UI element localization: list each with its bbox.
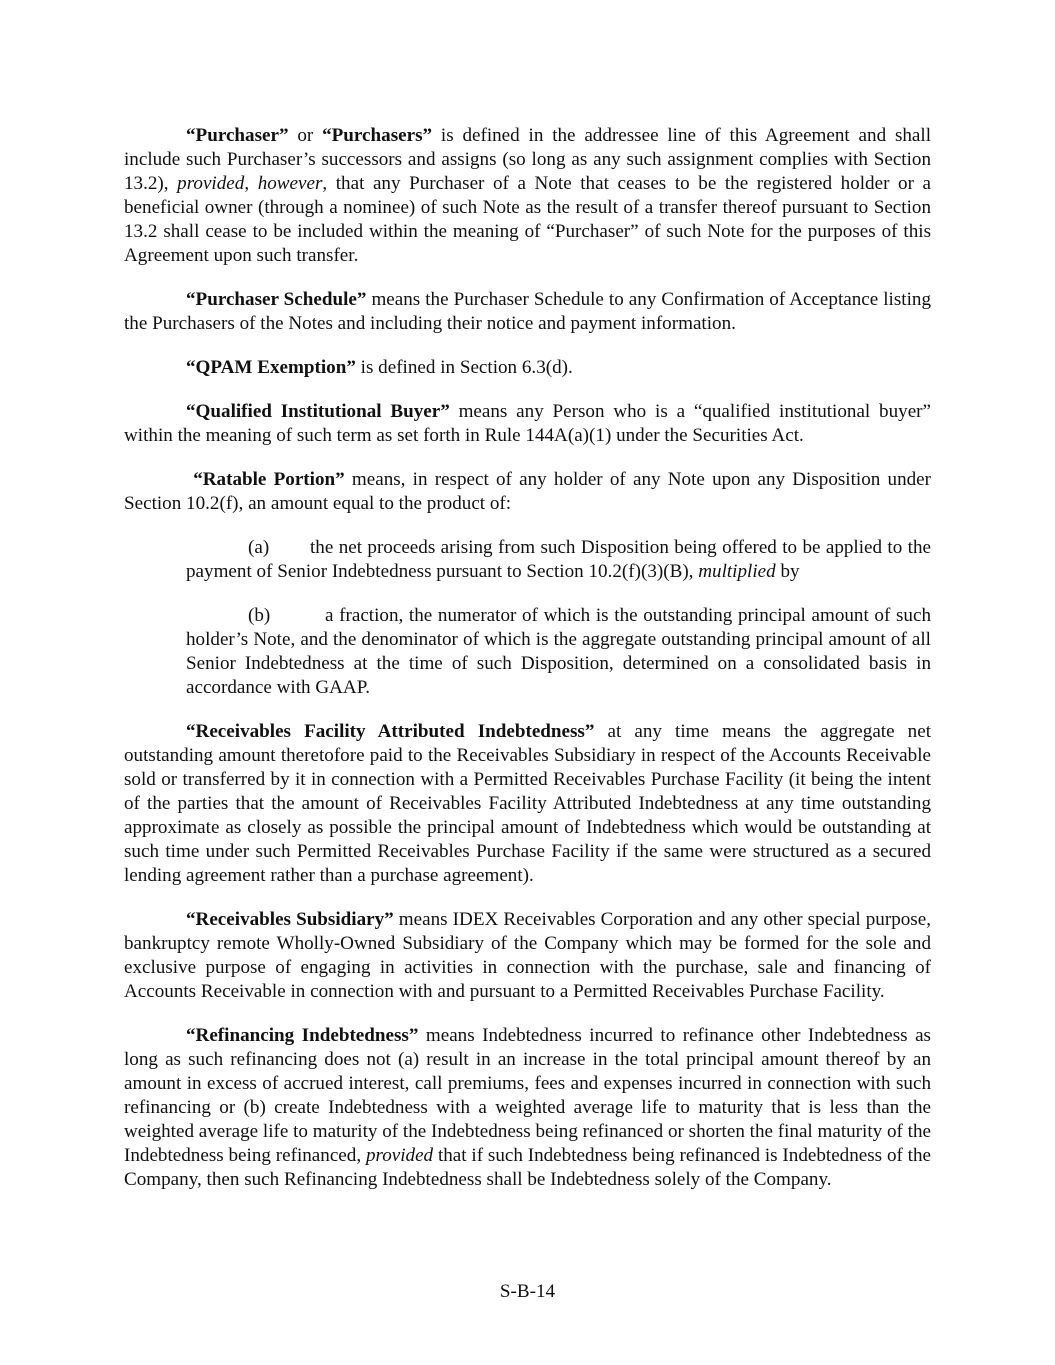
term-purchaser-schedule: “Purchaser Schedule”: [186, 289, 367, 310]
definition-receivables-facility-attributed-indebtedness: “Receivables Facility Attributed Indebtedness” at any time means the aggregate net outstanding amount theretofore paid to the Receivables Subsidiary in respect of the Accounts Receivable sold or transferred by it in connection with a Permitted Receivables Purchase Facility (it being the intent of the parties that the amount of Receivables Facility Attributed Indebtedness at any time outstanding approximate as closely as possible the principal amount of Indebtedness which would be outstanding at such time under such Permitted Receivables Purchase Facility if the same were structured as a secured lending agreement rather than a purchase agreement).: [124, 721, 931, 886]
ratable-portion-item-a: (a) the net proceeds arising from such Disposition being offered to be applied to the payment of Senior Indebtedness pursuant to Section 10.2(f)(3)(B), multiplied by: [186, 537, 931, 582]
definition-refinancing-indebtedness: “Refinancing Indebtedness” means Indebtedness incurred to refinance other Indebtedness as long as such refinancing does not (a) result in an increase in the total principal amount thereof by an amount in excess of accrued interest, call premiums, fees and expenses incurred in connection with such refinancing or (b) create Indebtedness with a weighted average life to maturity that is less than the weighted average life to maturity of the Indebtedness being refinanced or shorten the final maturity of the Indebtedness being refinanced, provided that if such Indebtedness being refinanced is Indebtedness of the Company, then such Refinancing Indebtedness shall be Indebtedness solely of the Company.: [124, 1025, 932, 1190]
definition-qpam-exemption: “QPAM Exemption” is defined in Section 6.3(d).: [186, 357, 573, 378]
definition-purchaser: “Purchaser” or “Purchasers” is defined in the addressee line of this Agreement and shall include such Purchaser’s successors and assigns (so long as any such assignment complies with Section 13.2), provided, however, that any Purchaser of a Note that ceases to be the registered holder or a beneficial owner (through a nominee) of such Note as the result of a transfer thereof pursuant to Section 13.2 shall cease to be included within the meaning of “Purchaser” of such Note for the purposes of this Agreement upon such transfer.: [124, 125, 931, 266]
term-qpam-exemption: “QPAM Exemption”: [186, 357, 356, 378]
document-body: [124, 124, 931, 1212]
item-label-b: (b): [248, 605, 271, 626]
term-refinancing-indebtedness: “Refinancing Indebtedness”: [186, 1025, 419, 1046]
definition-receivables-subsidiary: “Receivables Subsidiary” means IDEX Receivables Corporation and any other special purpose, bankruptcy remote Wholly-Owned Subsidiary of the Company which may be formed for the sole and exclusive purpose of engaging in activities in connection with the purchase, sale and financing of Accounts Receivable in connection with and pursuant to a Permitted Receivables Purchase Facility.: [124, 909, 931, 1002]
definition-ratable-portion: “Ratable Portion” means, in respect of any holder of any Note upon any Disposition under Section 10.2(f), an amount equal to the product of:: [124, 469, 931, 514]
definition-qualified-institutional-buyer: “Qualified Institutional Buyer” means any Person who is a “qualified institutional buyer” within the meaning of such term as set forth in Rule 144A(a)(1) under the Securities Act.: [124, 401, 932, 446]
item-label-a: (a): [248, 537, 270, 558]
ratable-portion-item-b: (b) a fraction, the numerator of which is the outstanding principal amount of such holder’s Note, and the denominator of which is the aggregate outstanding principal amount of all Senior Indebtedness at the time of such Disposition, determined on a consolidated basis in accordance with GAAP.: [186, 605, 931, 698]
definition-purchaser-schedule: “Purchaser Schedule” means the Purchaser Schedule to any Confirmation of Acceptance listing the Purchasers of the Notes and including their notice and payment information.: [124, 289, 931, 334]
term-purchaser: “Purchaser”: [186, 125, 289, 146]
term-qualified-institutional-buyer: “Qualified Institutional Buyer”: [186, 401, 450, 422]
term-ratable-portion: “Ratable Portion”: [193, 469, 345, 490]
page-number: S-B-14: [499, 1281, 556, 1302]
term-purchasers: “Purchasers”: [322, 125, 433, 146]
term-receivables-facility-attributed-indebtedness: “Receivables Facility Attributed Indebtedness”: [186, 721, 595, 742]
term-receivables-subsidiary: “Receivables Subsidiary”: [186, 909, 394, 930]
